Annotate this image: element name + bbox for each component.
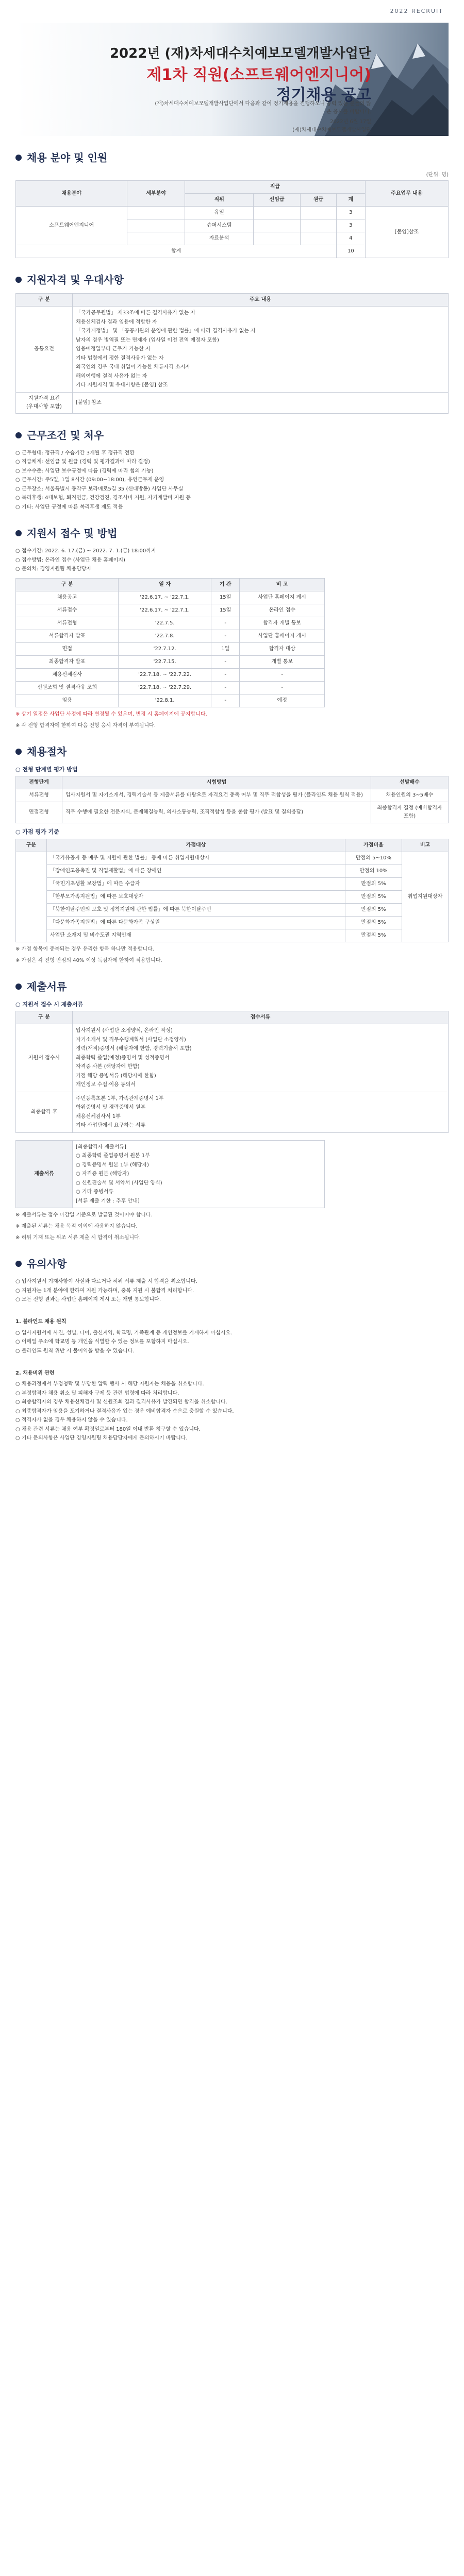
th-date: 일 자 [119, 578, 211, 591]
bullet-icon [15, 530, 22, 536]
th-junior: 원급 [300, 194, 336, 207]
cell [127, 232, 185, 245]
table-row [16, 591, 325, 604]
list-item [15, 1304, 449, 1314]
cell-empty [16, 852, 47, 942]
cell-extra: [붙임] 참조 [73, 392, 449, 413]
list-item: ○ 부정합격자 채용 취소 및 피해자 구제 등 관련 법령에 따라 처리합니다. [15, 1390, 179, 1396]
section-title [15, 149, 449, 166]
hero-title-line3: 정기채용 공고 [276, 86, 371, 104]
th-stage: 구 분 [16, 578, 119, 591]
table-row [16, 789, 449, 802]
section-qualifications [15, 272, 449, 414]
cell-common-label: 공통요건 [16, 307, 73, 393]
cell: 최종합격자 발표 [16, 655, 119, 668]
list-item: [최종합격자 제출서류] [76, 1144, 126, 1150]
th-cat: 구 분 [16, 294, 73, 307]
cell: 면접 [16, 642, 119, 655]
list-item [15, 1355, 449, 1365]
list-item: 기타 사업단에서 요구하는 서류 [76, 1123, 146, 1129]
section-process [15, 743, 449, 965]
cell: '22.7.8. [119, 630, 211, 642]
th-method: 시험방법 [62, 776, 371, 789]
cell: 「장애인고용촉진 및 직업재활법」에 따른 장애인 [47, 865, 345, 877]
cell: 면접전형 [16, 802, 62, 823]
list-item: 임용예정일부터 근무가 가능한 자 [76, 346, 151, 352]
table-row [16, 642, 325, 655]
list-item: ○ 채용 관련 서류는 채용 여부 확정일로부터 180일 이내 반환 청구할 수 있습니다. [15, 1426, 201, 1432]
cell [254, 219, 301, 232]
th-note: 비고 [402, 839, 449, 852]
table-row [16, 1092, 449, 1132]
cell: - [211, 655, 239, 668]
section-title-text: 지원자격 및 우대사항 [27, 274, 124, 286]
note: ※ 가점은 각 전형 만점의 40% 이상 득점자에 한하여 적용합니다. [15, 957, 162, 963]
list-item: ○ 신원진술서 및 서약서 (사업단 양식) [76, 1180, 162, 1186]
list-item: 해외여행에 결격 사유가 없는 자 [76, 373, 147, 379]
cell-pass [73, 1092, 449, 1132]
cell: 만점의 5~10% [345, 852, 402, 865]
cell: 온라인 접수 [240, 604, 325, 617]
list-item: 최종학력 졸업(예정)증명서 및 성적증명서 [76, 1055, 170, 1061]
hero-date: 2022년 6월 17일 [330, 119, 371, 125]
list-item: ○ 근무장소: 서울특별시 동작구 보라매로5길 35 (신대방동) 사업단 사무실 [15, 486, 184, 492]
th-total: 계 [336, 194, 365, 207]
documents-table [15, 1011, 449, 1133]
cell: 서류전형 [16, 617, 119, 630]
qualifications-table [15, 293, 449, 414]
cell-doc-label: 제출서류 [16, 1140, 73, 1208]
conditions-list [15, 449, 449, 512]
cell: 예정 [240, 694, 325, 707]
list-item: ○ 기타 문의사항은 사업단 경영지원팀 채용담당자에게 문의하시기 바랍니다. [15, 1435, 188, 1442]
cell: 「다문화가족지원법」에 따른 다문화가족 구성원 [47, 916, 345, 929]
cell-pass-label: 최종합격 후 [16, 1092, 73, 1132]
cell-common [73, 307, 449, 393]
th-time: 기 간 [211, 578, 239, 591]
hero-banner [15, 23, 449, 136]
table-row [16, 668, 325, 681]
bullet-icon [15, 749, 22, 755]
recruit-label: 2022 RECRUIT [390, 8, 443, 15]
section-title-text: 채용 분야 및 인원 [27, 151, 108, 164]
cell: 「한부모가족지원법」에 따른 보호대상자 [47, 890, 345, 903]
list-item: ○ 기타: 사업단 규정에 따른 복리후생 제도 적용 [15, 504, 123, 510]
section-title [15, 743, 449, 760]
cell [127, 207, 185, 219]
cell-extra-label: 지원자격 요건 (우대사항 포함) [16, 392, 73, 413]
cell: 서류접수 [16, 604, 119, 617]
common-list [76, 309, 445, 390]
bullet-icon [15, 1261, 22, 1267]
cell: 사업단 소재지 및 비수도권 지역인재 [47, 929, 345, 942]
table-row [16, 207, 449, 219]
list-item: 기타 법령에서 정한 결격사유가 없는 자 [76, 355, 164, 361]
th-stage: 전형단계 [16, 776, 62, 789]
table-row [16, 865, 449, 877]
th-cat: 구분 [16, 839, 47, 852]
cell: 임용 [16, 694, 119, 707]
cell: - [211, 694, 239, 707]
list-item: ○ 직급체계: 선임급 및 원급 (경력 및 평가결과에 따라 결정) [15, 459, 151, 465]
section-title-text: 채용절차 [27, 745, 67, 758]
table-row [16, 655, 325, 668]
cell-sum-total: 10 [336, 245, 365, 258]
cell: '22.8.1. [119, 694, 211, 707]
sub-title: ○ 전형 단계별 평가 방법 [15, 766, 78, 773]
cell: 합격자 대상 [240, 642, 325, 655]
note: ※ 각 전형 합격자에 한하여 다음 전형 응시 자격이 부여됩니다. [15, 722, 156, 728]
list-item: ○ 복리후생: 4대보험, 퇴직연금, 건강검진, 경조사비 지원, 자기계발비 지원 등 [15, 495, 191, 501]
cell: 3 [336, 219, 365, 232]
cell [254, 207, 301, 219]
table-row [16, 929, 449, 942]
list-item: 입사지원서 (사업단 소정양식, 온라인 작성) [76, 1028, 173, 1034]
cell: 만점의 5% [345, 890, 402, 903]
apply-list [76, 1026, 445, 1090]
cell: 자료분석 [185, 232, 254, 245]
cell-sum-label: 합계 [16, 245, 337, 258]
table-row [16, 903, 449, 916]
note: ※ 제출된 서류는 채용 목적 이외에 사용하지 않습니다. [15, 1224, 138, 1230]
table-row [16, 890, 449, 903]
table-row [16, 916, 449, 929]
list-item: 채용신체검사 결과 임용에 적합한 자 [76, 319, 157, 325]
th-content: 접수서류 [73, 1011, 449, 1024]
cell: '22.6.17. ~ '22.7.1. [119, 604, 211, 617]
table-row [16, 694, 325, 707]
cell: 직무 수행에 필요한 전문지식, 문제해결능력, 의사소통능력, 조직적합성 등을 종합 평가 (발표 및 질의응답) [62, 802, 371, 823]
list-item: ○ 블라인드 원칙 위반 시 불이익을 받을 수 있습니다. [15, 1348, 135, 1354]
cell: - [211, 617, 239, 630]
cell: 만점의 5% [345, 877, 402, 890]
th-rank: 직위 [185, 194, 254, 207]
table-row [16, 1140, 325, 1208]
cell: - [211, 681, 239, 694]
cell: - [240, 668, 325, 681]
bullet-icon [15, 155, 22, 161]
hero-title-line1: 2022년 (재)차세대수치예보모델개발사업단 [109, 46, 371, 61]
th-pass: 선발배수 [371, 776, 449, 789]
cell: 채용인원의 3~5배수 [371, 789, 449, 802]
list-item: 외국인의 경우 국내 취업이 가능한 체류자격 소지자 [76, 364, 190, 370]
notices-list [15, 1277, 449, 1443]
cell-apply [73, 1024, 449, 1092]
list-item: 경력(재직)증명서 (해당자에 한함, 경력기술서 포함) [76, 1046, 192, 1052]
hero-intro: (재)차세대수치예보모델개발사업단에서 다음과 같이 정기채용을 진행하오니 능력 있는 분들의 많은 응시를 바랍니다. [155, 101, 371, 115]
list-item: ○ 접수기간: 2022. 6. 17.(금) ~ 2022. 7. 1.(금) 18:00까지 [15, 548, 156, 554]
positions-table [15, 180, 449, 258]
cell: 「국민기초생활 보장법」에 따른 수급자 [47, 877, 345, 890]
cell: '22.7.18. ~ '22.7.29. [119, 681, 211, 694]
section-title-text: 제출서류 [27, 980, 67, 993]
cell: 서류합격자 발표 [16, 630, 119, 642]
cell [300, 207, 336, 219]
section-documents [15, 978, 449, 1243]
sub-title: ○ 가점 평가 기준 [15, 828, 59, 836]
table-row [16, 617, 325, 630]
section-application [15, 525, 449, 730]
cell: 채용신체검사 [16, 668, 119, 681]
cell: 신원조회 및 결격사유 조회 [16, 681, 119, 694]
cell: 슈퍼시스템 [185, 219, 254, 232]
table-row [16, 802, 449, 823]
cell: 15일 [211, 604, 239, 617]
pass-list [76, 1094, 445, 1130]
section-title-text: 지원서 접수 및 방법 [27, 527, 118, 539]
cell [254, 232, 301, 245]
cell [127, 219, 185, 232]
table-row [16, 681, 325, 694]
list-item: 「국가재정법」 및 「공공기관의 운영에 관한 법률」에 따라 결격사유가 없는 자 [76, 328, 256, 334]
cell [300, 232, 336, 245]
note: ※ 제출서류는 접수 마감일 기준으로 발급된 것이어야 합니다. [15, 1212, 153, 1218]
cell: - [211, 630, 239, 642]
cell: 합격자 개별 통보 [240, 617, 325, 630]
table-row [16, 1024, 449, 1092]
list-item: ○ 최종합격자가 임용을 포기하거나 결격사유가 있는 경우 예비합격자 순으로 충원할 수 있습니다. [15, 1408, 234, 1414]
cell-place: [붙임]참조 [365, 207, 448, 258]
process-table [15, 776, 449, 823]
cell-apply-label: 지원서 접수시 [16, 1024, 73, 1092]
sub-title: 1. 블라인드 채용 원칙 [15, 1319, 67, 1325]
cell: 채용공고 [16, 591, 119, 604]
section-title [15, 427, 449, 444]
cell: 만점의 5% [345, 916, 402, 929]
bonus-table [15, 839, 449, 942]
section-notices [15, 1256, 449, 1443]
list-item: 학위증명서 및 경력증명서 원본 [76, 1105, 146, 1111]
cell: '22.7.12. [119, 642, 211, 655]
th-field: 채용분야 [16, 181, 127, 207]
section-title [15, 272, 449, 288]
cell: '22.7.18. ~ '22.7.22. [119, 668, 211, 681]
list-item: [서류 제출 기한 : 추후 안내] [76, 1198, 140, 1204]
list-item: ○ 보수수준: 사업단 보수규정에 따름 (경력에 따라 협의 가능) [15, 468, 154, 474]
section-conditions [15, 427, 449, 512]
cell: 개별 통보 [240, 655, 325, 668]
cell: 최종합격자 결정 (예비합격자 포함) [371, 802, 449, 823]
cell: 만점의 5% [345, 903, 402, 916]
cell: - [211, 668, 239, 681]
list-item: ○ 근무형태: 정규직 / 수습기간 3개월 후 정규직 전환 [15, 450, 135, 456]
section-title-text: 유의사항 [27, 1258, 67, 1270]
table-row [16, 877, 449, 890]
table-row [16, 852, 449, 865]
list-item: ○ 자격증 원본 (해당자) [76, 1171, 129, 1177]
cell: 15일 [211, 591, 239, 604]
list-item: ○ 입사지원서 기재사항이 사실과 다르거나 허위 서류 제출 시 합격을 취소합니다. [15, 1279, 197, 1285]
th-item: 가점대상 [47, 839, 345, 852]
section-positions [15, 149, 449, 258]
cell: 1일 [211, 642, 239, 655]
th-detail: 세부분야 [127, 181, 185, 207]
cell: 만점의 10% [345, 865, 402, 877]
list-item: ○ 이메일 주소에 학교명 등 개인을 식별할 수 있는 정보를 포함하지 마십시오. [15, 1339, 189, 1345]
th-note: 비 고 [240, 578, 325, 591]
sub-title: ○ 지원서 접수 시 제출서류 [15, 1001, 84, 1008]
hero-title [110, 43, 371, 105]
doc-list [76, 1143, 321, 1206]
th-content: 주요 내용 [73, 294, 449, 307]
cell: 4 [336, 232, 365, 245]
schedule-table [15, 578, 325, 707]
list-item: 주민등록초본 1부, 가족관계증명서 1부 [76, 1095, 164, 1101]
bullet-icon [15, 432, 22, 438]
list-item: 자기소개서 및 직무수행계획서 (사업단 소정양식) [76, 1037, 186, 1043]
list-item: ○ 모든 전형 결과는 사업단 홈페이지 게시 또는 개별 통보합니다. [15, 1297, 161, 1303]
list-item: ○ 입사지원서에 사진, 성별, 나이, 출신지역, 학교명, 가족관계 등 개인정보를 기재하지 마십시오. [15, 1330, 233, 1336]
hero-meta [292, 118, 371, 134]
list-item: ○ 문의처: 경영지원팀 채용담당자 [15, 566, 92, 572]
cell: 「북한이탈주민의 보호 및 정착지원에 관한 법률」에 따른 북한이탈주민 [47, 903, 345, 916]
list-item: ○ 적격자가 없을 경우 채용하지 않을 수 있습니다. [15, 1417, 128, 1423]
list-item: ○ 근무시간: 주5일, 1일 8시간 (09:00~18:00), 유연근무제 운영 [15, 477, 164, 483]
note: ※ 허위 기재 또는 위조 서류 제출 시 합격이 취소됩니다. [15, 1235, 141, 1241]
cell: '22.7.15. [119, 655, 211, 668]
th-place: 주요업무 내용 [365, 181, 448, 207]
list-item: 기타 지원자격 및 우대사항은 [붙임] 참조 [76, 382, 168, 388]
cell: '22.6.17. ~ '22.7.1. [119, 591, 211, 604]
table-row [16, 307, 449, 393]
table-row [16, 604, 325, 617]
sub-title: 2. 채용비위 관련 [15, 1370, 55, 1376]
list-item: 자격증 사본 (해당자에 한함) [76, 1064, 140, 1070]
note: ※ 상기 일정은 사업단 사정에 따라 변경될 수 있으며, 변경 시 홈페이지에 공지합니다. [15, 711, 207, 717]
cell: 유일 [185, 207, 254, 219]
bullet-icon [15, 277, 22, 283]
table-row [16, 630, 325, 642]
cell: '22.7.5. [119, 617, 211, 630]
th-point: 가점비율 [345, 839, 402, 852]
application-list [15, 547, 449, 574]
list-item: ○ 최종합격자의 경우 채용신체검사 및 신원조회 결과 결격사유가 발견되면 합격을 취소합니다. [15, 1399, 227, 1405]
list-item: ○ 기타 증빙서류 [76, 1189, 114, 1195]
section-title [15, 1256, 449, 1272]
list-item: ○ 채용과정에서 부정청탁 및 부당한 압력 행사 시 해당 지원자는 채용을 취소합니다. [15, 1381, 204, 1387]
list-item: ○ 경력증명서 원본 1부 (해당자) [76, 1162, 149, 1168]
hero-org: (재)차세대수치예보모델개발사업단 [292, 127, 371, 133]
footer-space [0, 1443, 464, 1474]
cell: 입사지원서 및 자기소개서, 경력기술서 등 제출서류를 바탕으로 자격요건 충족 여부 및 직무 적합성을 평가 (블라인드 채용 원칙 적용) [62, 789, 371, 802]
cell-field: 소프트웨어엔지니어 [16, 207, 127, 245]
note: ※ 가점 항목이 중복되는 경우 유리한 항목 하나만 적용합니다. [15, 946, 154, 952]
hero-title-line2: 제1차 직원(소프트웨어엔지니어) [146, 65, 371, 84]
list-item: 개인정보 수집·이용 동의서 [76, 1082, 136, 1088]
list-item: 채용신체검사서 1부 [76, 1113, 121, 1120]
list-item: 「국가공무원법」 제33조에 따른 결격사유가 없는 자 [76, 310, 196, 316]
cell: 사업단 홈페이지 게시 [240, 630, 325, 642]
th-senior: 선임급 [254, 194, 301, 207]
unit-label: (단위: 명) [426, 172, 449, 178]
list-item: 가점 해당 증빙서류 (해당자에 한함) [76, 1073, 156, 1079]
cell: 만점의 5% [345, 929, 402, 942]
final-docs-table [15, 1140, 325, 1209]
list-item: ○ 지원자는 1개 분야에 한하여 지원 가능하며, 중복 지원 시 불합격 처리합니다. [15, 1287, 194, 1294]
cell: 사업단 홈페이지 게시 [240, 591, 325, 604]
section-title [15, 525, 449, 541]
section-title [15, 978, 449, 995]
cell: - [240, 681, 325, 694]
section-title-text: 근무조건 및 처우 [27, 429, 104, 442]
list-item: ○ 최종학력 졸업증명서 원본 1부 [76, 1153, 150, 1159]
th-cat: 구 분 [16, 1011, 73, 1024]
cell [300, 219, 336, 232]
cell: 「국가유공자 등 예우 및 지원에 관한 법률」 등에 따른 취업지원대상자 [47, 852, 345, 865]
th-grade: 직급 [185, 181, 365, 194]
bullet-icon [15, 984, 22, 990]
cell: 3 [336, 207, 365, 219]
cell: 서류전형 [16, 789, 62, 802]
list-item: 남자의 경우 병역필 또는 면제자 (입사일 이전 전역 예정자 포함) [76, 337, 219, 343]
list-item: ○ 접수방법: 온라인 접수 (사업단 채용 홈페이지) [15, 557, 125, 563]
cell-bonus-note: 취업지원대상자 [402, 852, 449, 942]
cell-doc [73, 1140, 325, 1208]
table-row [16, 392, 449, 413]
